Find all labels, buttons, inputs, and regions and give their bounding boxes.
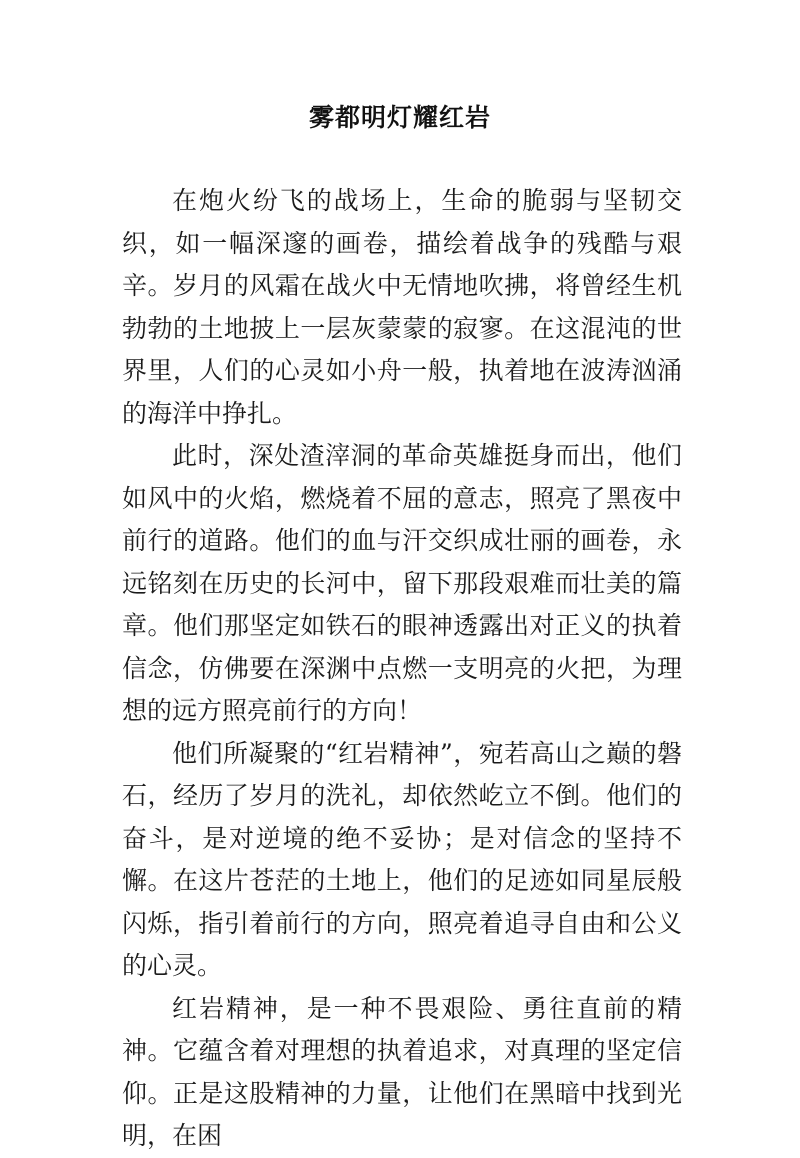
paragraph-3: 他们所凝聚的“红岩精神”，宛若高山之巅的磐石，经历了岁月的洗礼，却依然屹立不倒。他们的奋斗，是对逆境的绝不妥协；是对信念的坚持不懈。在这片苍茫的土地上，他们的足迹如同星辰般闪烁，指引着前行的方向，照亮着追寻自由和公义的心灵。 (122, 738, 682, 980)
paragraph-4: 红岩精神，是一种不畏艰险、勇往直前的精神。它蕴含着对理想的执着追求，对真理的坚定信仰。正是这股精神的力量，让他们在黑暗中找到光明，在困 (122, 993, 682, 1150)
paragraph-1: 在炮火纷飞的战场上，生命的脆弱与坚韧交织，如一幅深邃的画卷，描绘着战争的残酷与艰辛。岁月的风霜在战火中无情地吹拂，将曾经生机勃勃的土地披上一层灰蒙蒙的寂寥。在这混沌的世界里，人们的心灵如小舟一般，执着地在波涛汹涌的海洋中挣扎。 (122, 186, 682, 428)
document-title: 雾都明灯耀红岩 (308, 103, 491, 132)
paragraph-2: 此时，深处渣滓洞的革命英雄挺身而出，他们如风中的火焰，燃烧着不屈的意志，照亮了黑夜中前行的道路。他们的血与汗交织成壮丽的画卷，永远铭刻在历史的长河中，留下那段艰难而壮美的篇章。他们那坚定如铁石的眼神透露出对正义的执着信念，仿佛要在深渊中点燃一支明亮的火把，为理想的远方照亮前行的方向！ (122, 441, 682, 725)
document-body (122, 180, 682, 1158)
